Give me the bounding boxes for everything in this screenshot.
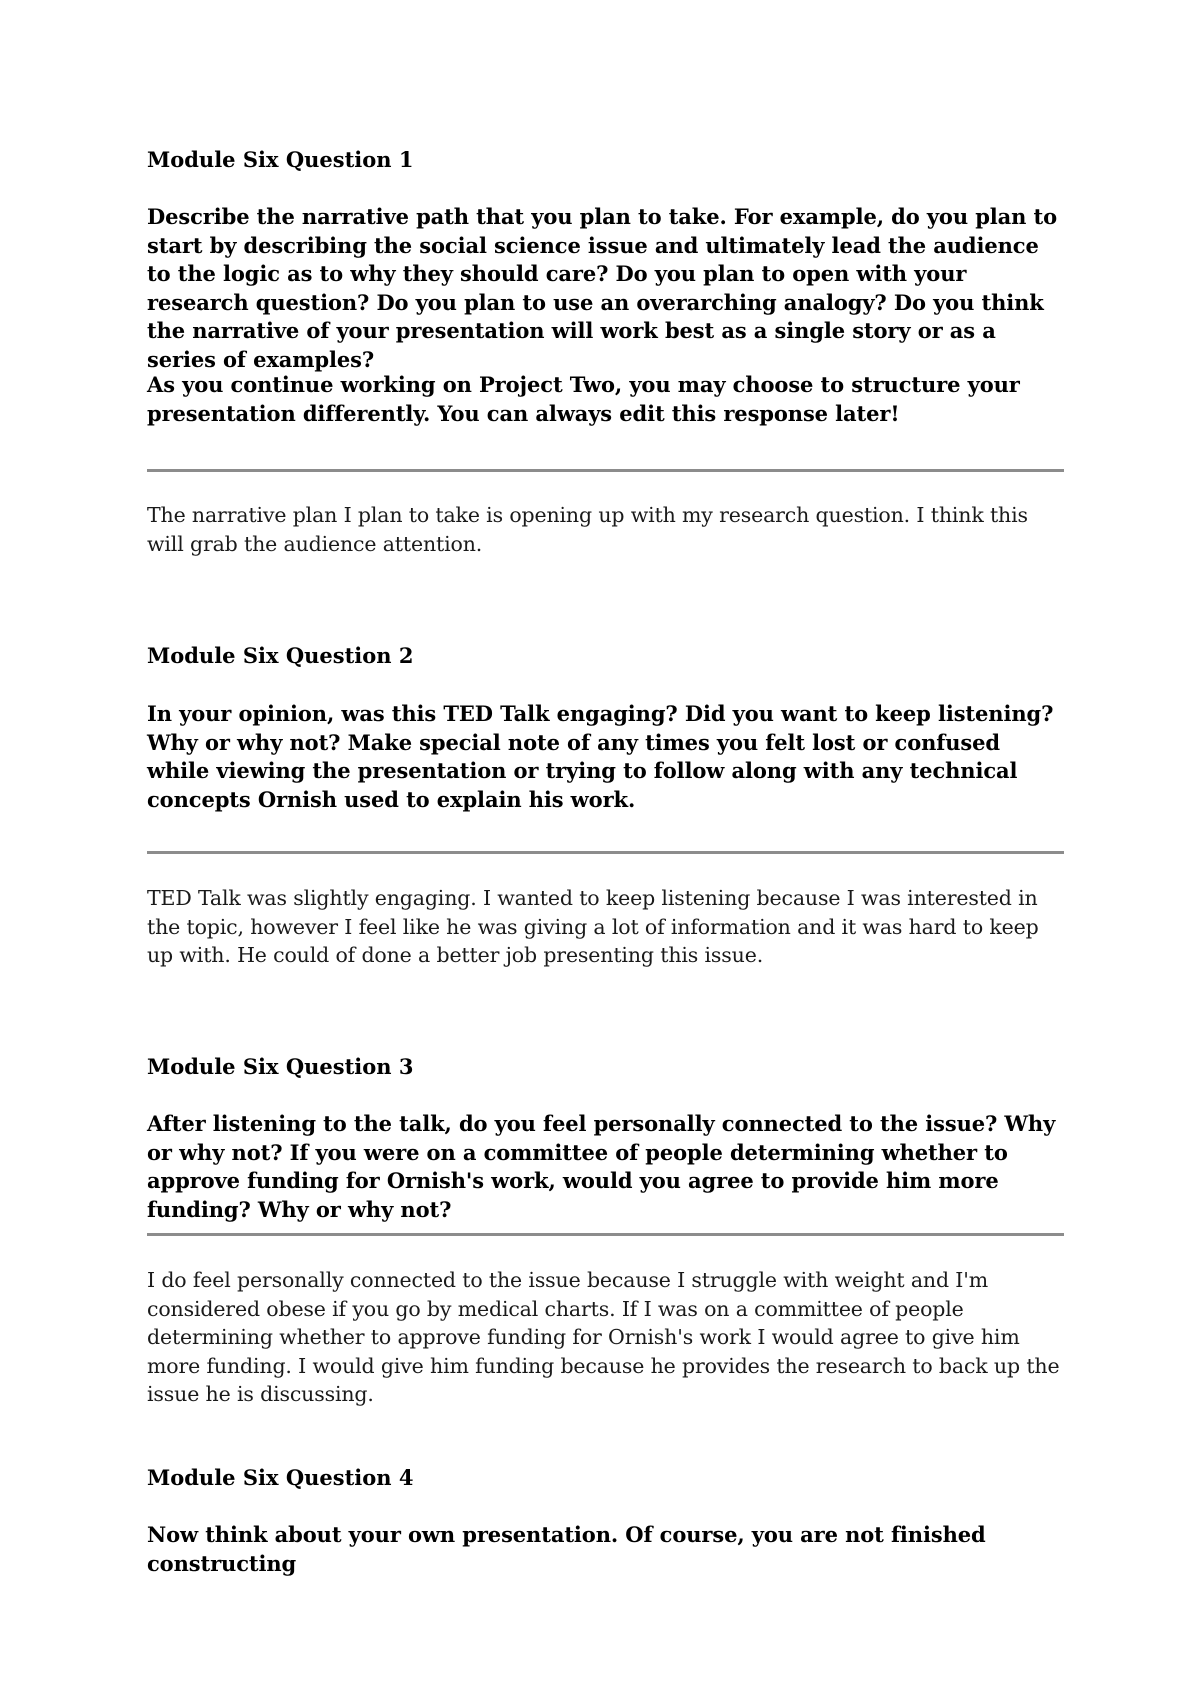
- question-4-title-block: [147, 1464, 1067, 1492]
- answer-1-block: [147, 501, 1067, 558]
- answer-divider-2: [147, 851, 1064, 854]
- answer-divider-3: [147, 1233, 1064, 1236]
- answer-1-text: The narrative plan I plan to take is opening up with my research question. I think this will grab the audience attention.: [147, 503, 1028, 556]
- question-1-prompt-note: As you continue working on Project Two, you may choose to structure your presentation differently. You can always edit this response later!: [147, 372, 1020, 426]
- question-3-title: Module Six Question 3: [147, 1054, 414, 1079]
- question-2-prompt: In your opinion, was this TED Talk engaging? Did you want to keep listening? Why or why not? Make special note of any times you felt lost or confused while viewing the presentation or trying to follow along with any technical concepts Ornish used to explain his work.: [147, 701, 1054, 812]
- question-2-title-block: [147, 642, 1067, 670]
- answer-2-text: TED Talk was slightly engaging. I wanted to keep listening because I was interested in the topic, however I feel like he was giving a lot of information and it was hard to keep up with. He could of done a better job presenting this issue.: [147, 886, 1039, 967]
- answer-3-block: [147, 1266, 1067, 1409]
- question-4-prompt: Now think about your own presentation. Of course, you are not finished constructing: [147, 1522, 986, 1576]
- question-1-prompt: Describe the narrative path that you plan to take. For example, do you plan to start by describing the social science issue and ultimately lead the audience to the logic as to why they should care? Do you plan to open with your research question? Do you plan to use an overarching analogy? Do you think the narrative of your presentation will work best as a single story or as a series of examples?: [147, 204, 1058, 372]
- question-1-title: Module Six Question 1: [147, 147, 414, 172]
- question-3-title-block: [147, 1053, 1067, 1081]
- question-2-title: Module Six Question 2: [147, 643, 414, 668]
- question-1-note-block: [147, 371, 1067, 428]
- question-4-title: Module Six Question 4: [147, 1465, 414, 1490]
- question-1-title-block: [147, 146, 1067, 174]
- answer-3-text: I do feel personally connected to the issue because I struggle with weight and I'm considered obese if you go by medical charts. If I was on a committee of people determining whether to approve funding for Ornish's work I would agree to give him more funding. I would give him funding because he provides the research to back up the issue he is discussing.: [147, 1268, 1060, 1406]
- question-4-prompt-block: [147, 1521, 1067, 1578]
- answer-divider-1: [147, 469, 1064, 472]
- question-3-prompt: After listening to the talk, do you feel personally connected to the issue? Why or why not? If you were on a committee of people determining whether to approve funding for Ornish's work, would you agree to provide him more funding? Why or why not?: [147, 1111, 1056, 1222]
- question-3-prompt-block: [147, 1110, 1067, 1224]
- question-1-prompt-block: [147, 203, 1067, 374]
- answer-2-block: [147, 884, 1067, 970]
- question-2-prompt-block: [147, 700, 1067, 814]
